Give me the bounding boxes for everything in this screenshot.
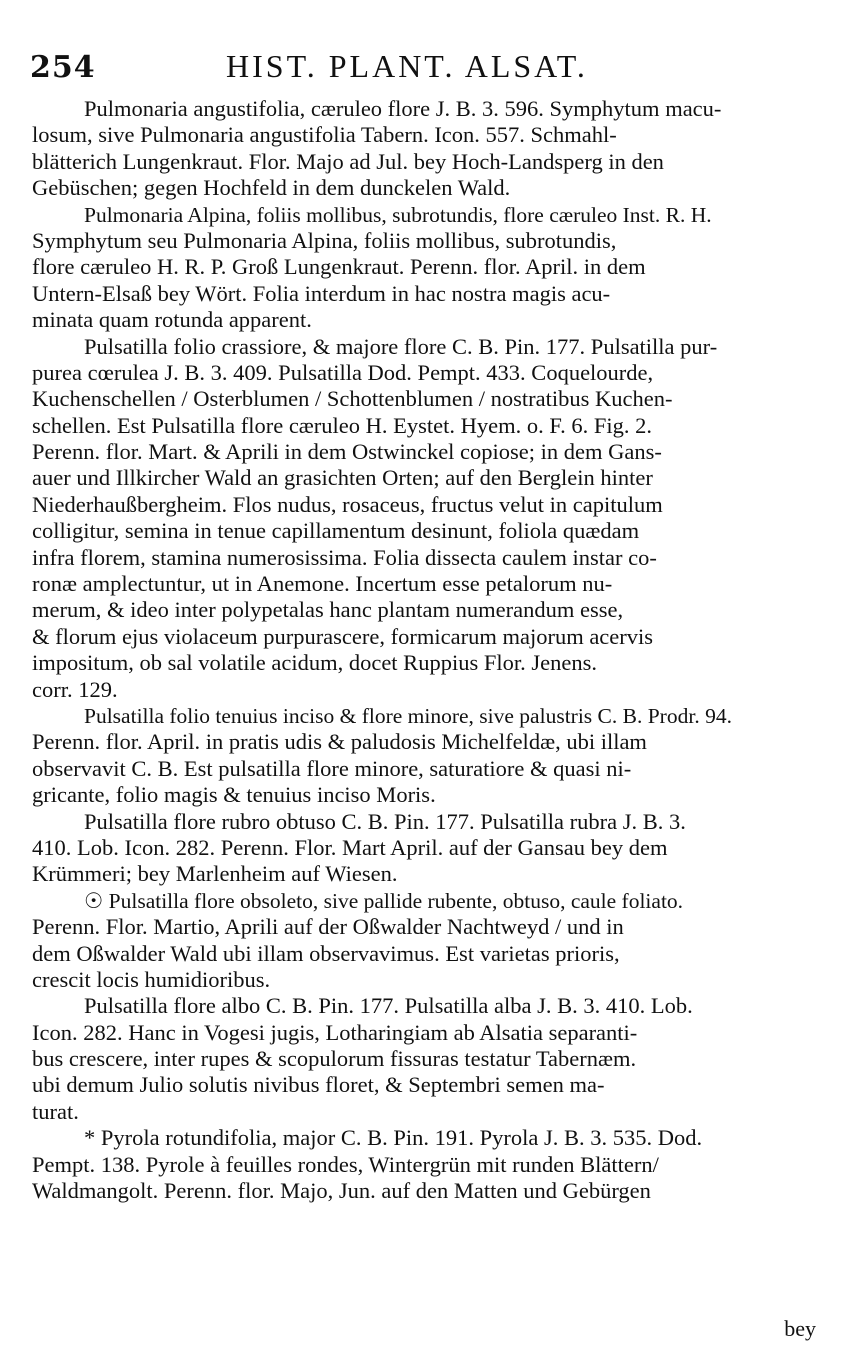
text-line: Pulmonaria Alpina, foliis mollibus, subrotundis, flore cæruleo Inst. R. H. bbox=[84, 202, 712, 227]
text-line: Gebüschen; gegen Hochfeld in dem dunckelen Wald. bbox=[32, 175, 511, 201]
text-line: flore cæruleo H. R. P. Groß Lungenkraut. Perenn. flor. April. in dem bbox=[32, 254, 646, 280]
text-line: 410. Lob. Icon. 282. Perenn. Flor. Mart April. auf der Gansau bey dem bbox=[32, 834, 668, 860]
text-line: * Pyrola rotundifolia, major C. B. Pin. 191. Pyrola J. B. 3. 535. Dod. bbox=[84, 1125, 703, 1151]
text-line: Pulsatilla flore albo C. B. Pin. 177. Pulsatilla alba J. B. 3. 410. Lob. bbox=[84, 993, 693, 1019]
text-line: bus crescere, inter rupes & scopulorum fissuras testatur Tabernæm. bbox=[32, 1046, 637, 1072]
text-line: Perenn. flor. April. in pratis udis & paludosis Michelfeldæ, ubi illam bbox=[32, 729, 647, 755]
text-line: Pulsatilla flore rubro obtuso C. B. Pin. 177. Pulsatilla rubra J. B. 3. bbox=[84, 808, 686, 834]
text-line: blätterich Lungenkraut. Flor. Majo ad Jul. bey Hoch-Landsperg in den bbox=[32, 148, 664, 174]
text-line: Symphytum seu Pulmonaria Alpina, foliis mollibus, subrotundis, bbox=[32, 227, 617, 253]
text-line: Perenn. flor. Mart. & Aprili in dem Ostwinckel copiose; in dem Gans- bbox=[32, 439, 662, 465]
text-line: Untern-Elsaß bey Wört. Folia interdum in hac nostra magis acu- bbox=[32, 280, 611, 306]
text-line: Niederhaußbergheim. Flos nudus, rosaceus, fructus velut in capitulum bbox=[32, 491, 663, 517]
page-body bbox=[32, 96, 818, 1204]
text-line: schellen. Est Pulsatilla flore cæruleo H. Eystet. Hyem. o. F. 6. Fig. 2. bbox=[32, 412, 652, 438]
text-line: Perenn. Flor. Martio, Aprili auf der Oßwalder Nachtweyd / und in bbox=[32, 914, 624, 940]
text-line: Pempt. 138. Pyrole à feuilles rondes, Wintergrün mit runden Blättern/ bbox=[32, 1151, 659, 1177]
text-line: Pulsatilla folio crassiore, & majore flore C. B. Pin. 177. Pulsatilla pur- bbox=[84, 333, 718, 359]
text-line: minata quam rotunda apparent. bbox=[32, 307, 312, 333]
text-line: dem Oßwalder Wald ubi illam observavimus. Est varietas prioris, bbox=[32, 940, 620, 966]
text-line: Pulsatilla folio tenuius inciso & flore minore, sive palustris C. B. Prodr. 94. bbox=[84, 703, 732, 728]
text-line: colligitur, semina in tenue capillamentum desinunt, foliola quædam bbox=[32, 518, 640, 544]
text-line: & florum ejus violaceum purpurascere, formicarum majorum acervis bbox=[32, 623, 654, 649]
text-line: Waldmangolt. Perenn. flor. Majo, Jun. auf den Matten und Gebürgen bbox=[32, 1178, 651, 1204]
running-head: HIST. PLANT. ALSAT. bbox=[226, 48, 588, 84]
text-line: losum, sive Pulmonaria angustifolia Tabern. Icon. 557. Schmahl- bbox=[32, 122, 617, 148]
text-line: Krümmeri; bey Marlenheim auf Wiesen. bbox=[32, 861, 398, 887]
text-line: merum, & ideo inter polypetalas hanc plantam numerandum esse, bbox=[32, 597, 624, 623]
text-line: purea cœrulea J. B. 3. 409. Pulsatilla Dod. Pempt. 433. Coquelourde, bbox=[32, 359, 654, 385]
text-line: auer und Illkircher Wald an grasichten Orten; auf den Berglein hinter bbox=[32, 465, 653, 491]
catchword: bey bbox=[784, 1316, 816, 1341]
text-line: infra florem, stamina numerosissima. Folia dissecta caulem instar co- bbox=[32, 544, 657, 570]
text-line: ronæ amplectuntur, ut in Anemone. Incertum esse petalorum nu- bbox=[32, 571, 613, 597]
text-line: corr. 129. bbox=[32, 676, 118, 702]
text-line: turat. bbox=[32, 1098, 79, 1124]
text-line: ☉ Pulsatilla flore obsoleto, sive pallide rubente, obtuso, caule foliato. bbox=[84, 888, 684, 913]
text-line: impositum, ob sal volatile acidum, docet Ruppius Flor. Jenens. bbox=[32, 650, 597, 676]
text-line: Icon. 282. Hanc in Vogesi jugis, Lotharingiam ab Alsatia separanti- bbox=[32, 1019, 638, 1045]
text-line: observavit C. B. Est pulsatilla flore minore, saturatiore & quasi ni- bbox=[32, 755, 632, 781]
text-line: gricante, folio magis & tenuius inciso Moris. bbox=[32, 782, 436, 808]
text-line: ubi demum Julio solutis nivibus floret, & Septembri semen ma- bbox=[32, 1072, 605, 1098]
text-line: Pulmonaria angustifolia, cæruleo flore J. B. 3. 596. Symphytum macu- bbox=[84, 96, 722, 121]
text-line: crescit locis humidioribus. bbox=[32, 966, 271, 992]
text-line: Kuchenschellen / Osterblumen / Schottenblumen / nostratibus Kuchen- bbox=[32, 386, 673, 412]
page-number: 254 bbox=[30, 50, 96, 85]
